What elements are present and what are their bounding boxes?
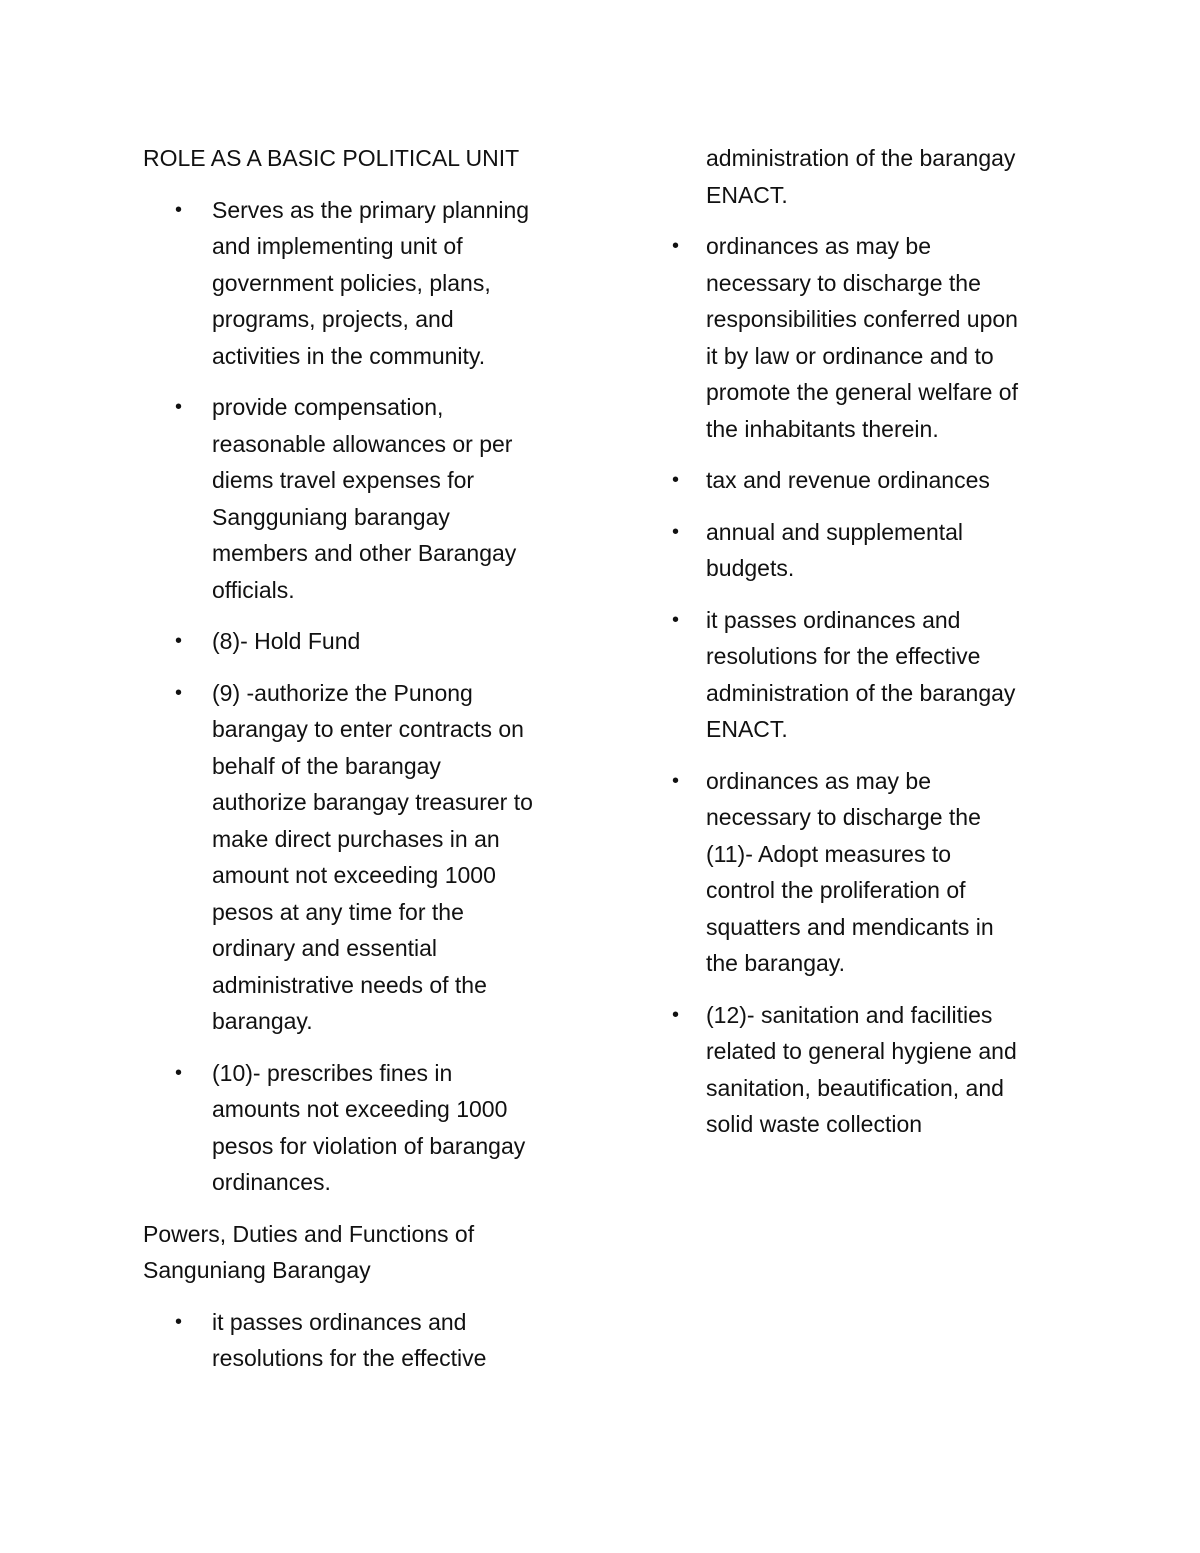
text-line: ordinances. (212, 1169, 331, 1195)
text-line: ENACT. (706, 716, 788, 742)
bullet-icon: • (672, 469, 680, 491)
role-bullet-list (143, 192, 583, 1201)
text-line: promote the general welfare of (706, 379, 1018, 405)
list-item (143, 192, 583, 375)
text-line: it passes ordinances and (706, 606, 961, 633)
bullet-icon: • (672, 769, 680, 792)
text-line: Sanguniang Barangay (143, 1257, 371, 1283)
text-line: amount not exceeding 1000 (212, 862, 496, 888)
text-line: tax and revenue ordinances (706, 467, 990, 493)
continuation-text (706, 140, 1072, 213)
section-heading-powers (143, 1216, 583, 1289)
text-line: related to general hygiene and (706, 1038, 1017, 1064)
text-line: barangay to enter contracts on (212, 716, 524, 742)
text-line: control the proliferation of (706, 877, 966, 903)
text-line: Sangguniang barangay (212, 503, 450, 530)
text-line: solid waste collection (706, 1111, 923, 1137)
text-line: (10)- prescribes fines in (212, 1059, 453, 1086)
text-line: authorize barangay treasurer to (212, 789, 533, 815)
text-line: annual and supplemental (706, 518, 964, 545)
text-line: squatters and mendicants in (706, 913, 994, 940)
text-line: (9) -authorize the Punong (212, 679, 473, 706)
text-line: barangay. (212, 1008, 313, 1034)
text-line: reasonable allowances or per (212, 430, 513, 457)
text-line: it by law or ordinance and to (706, 342, 994, 369)
enact-bullet-list (672, 228, 1072, 1143)
text-line: pesos at any time for the (212, 898, 464, 925)
text-line: government policies, plans, (212, 269, 491, 296)
bullet-icon: • (175, 1061, 183, 1084)
left-column (143, 140, 583, 1392)
section-heading-role: ROLE AS A BASIC POLITICAL UNIT (143, 145, 520, 171)
text-line: diems travel expenses for (212, 467, 475, 493)
text-line: the barangay. (706, 950, 845, 976)
text-line: ordinances as may be (706, 233, 932, 259)
text-line: it passes ordinances and (212, 1308, 467, 1335)
bullet-icon: • (672, 1003, 680, 1026)
text-line: necessary to discharge the (706, 269, 981, 296)
list-item (143, 623, 583, 660)
text-line: members and other Barangay (212, 540, 517, 566)
text-line: sanitation, beautification, and (706, 1074, 1004, 1101)
text-line: the inhabitants therein. (706, 415, 939, 442)
list-item (143, 1055, 583, 1201)
text-line: provide compensation, (212, 394, 444, 420)
text-line: (12)- sanitation and facilities (706, 1001, 993, 1028)
text-line: ENACT. (706, 181, 788, 208)
bullet-icon: • (672, 608, 680, 631)
text-line: resolutions for the effective (706, 643, 981, 669)
bullet-icon: • (175, 198, 183, 221)
list-item (672, 514, 1072, 587)
bullet-icon: • (672, 235, 680, 257)
list-item (672, 997, 1072, 1143)
list-item (672, 462, 1072, 499)
list-item (672, 602, 1072, 748)
text-line: officials. (212, 576, 295, 603)
list-item (143, 675, 583, 1040)
text-line: administration of the barangay (706, 679, 1016, 706)
right-column (672, 140, 1072, 1158)
bullet-icon: • (175, 1310, 183, 1333)
text-line: administrative needs of the (212, 971, 487, 998)
text-line: pesos for violation of barangay (212, 1132, 526, 1159)
text-line: Serves as the primary planning (212, 196, 530, 223)
text-line: administration of the barangay (706, 145, 1016, 171)
list-item (143, 1304, 583, 1377)
text-line: amounts not exceeding 1000 (212, 1096, 508, 1122)
powers-bullet-list (143, 1304, 583, 1377)
bullet-icon: • (175, 681, 183, 704)
text-line: behalf of the barangay (212, 752, 441, 779)
list-item (672, 228, 1072, 447)
bullet-icon: • (175, 630, 183, 652)
bullet-icon: • (175, 396, 183, 418)
text-line: necessary to discharge the (706, 804, 981, 830)
text-line: resolutions for the effective (212, 1345, 487, 1371)
bullet-icon: • (672, 520, 680, 543)
text-line: (11)- Adopt measures to (706, 840, 952, 867)
text-line: activities in the community. (212, 342, 486, 369)
text-line: and implementing unit of (212, 233, 463, 259)
text-line: budgets. (706, 555, 795, 581)
text-line: make direct purchases in an (212, 825, 500, 852)
text-line: responsibilities conferred upon (706, 306, 1018, 332)
list-item (672, 763, 1072, 982)
text-line: Powers, Duties and Functions of (143, 1220, 475, 1247)
text-line: programs, projects, and (212, 306, 454, 332)
list-item (143, 389, 583, 608)
text-line: (8)- Hold Fund (212, 628, 361, 654)
text-line: ordinances as may be (706, 767, 932, 794)
text-line: ordinary and essential (212, 935, 438, 961)
